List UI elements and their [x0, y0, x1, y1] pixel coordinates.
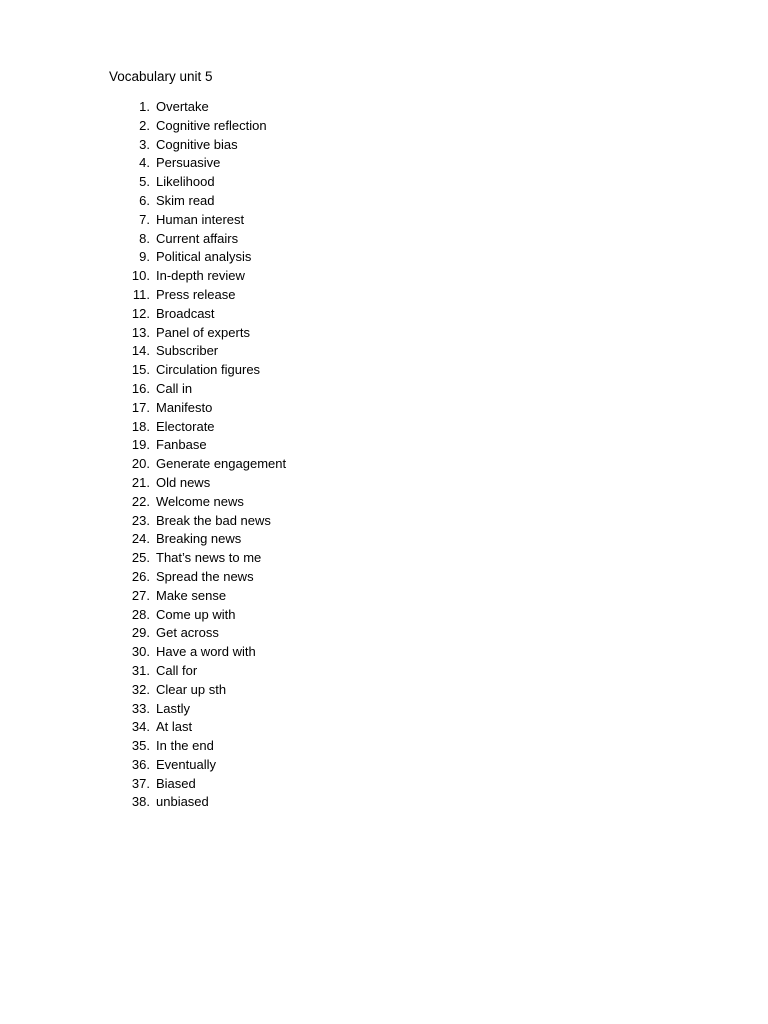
list-item — [0, 606, 420, 625]
list-item-term: Get across — [156, 625, 219, 641]
list-item-term: Call in — [156, 380, 193, 396]
list-item-term: Breaking news — [156, 531, 242, 547]
list-item — [0, 587, 420, 606]
list-item — [0, 662, 420, 681]
list-item-number: 14. — [131, 343, 150, 359]
list-item — [0, 700, 420, 719]
list-item-term: Lastly — [156, 700, 190, 716]
list-item-number: 6. — [139, 192, 150, 208]
list-item-term: Have a word with — [156, 644, 256, 660]
list-item — [0, 512, 420, 531]
list-item-term: Cognitive reflection — [156, 117, 267, 133]
list-item-term: Overtake — [156, 99, 209, 114]
list-item-number: 20. — [131, 456, 150, 472]
list-item-term: Press release — [156, 286, 236, 302]
list-item — [0, 737, 420, 756]
list-item-number: 30. — [131, 644, 150, 660]
list-item-term: That’s news to me — [156, 550, 262, 566]
list-item-term: Persuasive — [156, 155, 221, 171]
list-item — [0, 474, 420, 493]
list-item-number: 32. — [131, 681, 150, 697]
list-item — [0, 380, 420, 399]
list-item — [0, 286, 420, 305]
list-item-term: Generate engagement — [156, 456, 287, 472]
list-item-number: 13. — [131, 324, 150, 340]
list-item — [0, 549, 420, 568]
list-item-term: unbiased — [156, 794, 209, 810]
list-item — [0, 211, 420, 230]
list-item — [0, 173, 420, 192]
list-item-term: Panel of experts — [156, 324, 250, 340]
list-item-number: 33. — [131, 700, 150, 716]
list-item-number: 10. — [131, 268, 150, 284]
list-item — [0, 136, 420, 155]
list-item-number: 29. — [131, 625, 150, 641]
list-item — [0, 643, 420, 662]
list-item — [0, 718, 420, 737]
list-item — [0, 98, 420, 117]
list-item — [0, 230, 420, 249]
list-item — [0, 192, 420, 211]
list-item-number: 23. — [131, 512, 150, 528]
list-item — [0, 267, 420, 286]
list-item-term: Break the bad news — [156, 512, 271, 528]
list-item — [0, 324, 420, 343]
list-item — [0, 154, 420, 173]
list-item-term: Spread the news — [156, 568, 254, 584]
list-item-term: In-depth review — [156, 268, 245, 284]
list-item-number: 16. — [131, 380, 150, 396]
list-item — [0, 455, 420, 474]
list-item — [0, 342, 420, 361]
list-item-term: Make sense — [156, 587, 227, 603]
list-item — [0, 248, 420, 267]
list-item-term: Human interest — [156, 211, 245, 227]
list-item — [0, 775, 420, 794]
list-item-number: 31. — [131, 662, 150, 678]
list-item-number: 11. — [132, 286, 150, 302]
list-item — [0, 530, 420, 549]
list-item-term: Skim read — [156, 192, 215, 208]
list-item-term: Subscriber — [156, 343, 219, 359]
list-item-term: Manifesto — [156, 399, 213, 415]
list-item-number: 12. — [131, 305, 150, 321]
list-item — [0, 681, 420, 700]
list-item-number: 5. — [139, 174, 150, 190]
list-item-number: 25. — [131, 550, 150, 566]
list-item-term: Circulation figures — [156, 362, 261, 378]
list-item-number: 37. — [131, 775, 150, 791]
list-item-term: Likelihood — [156, 174, 215, 190]
list-item — [0, 793, 420, 812]
list-item-term: Fanbase — [156, 437, 207, 453]
list-item-number: 28. — [131, 606, 150, 622]
list-item — [0, 361, 420, 380]
list-item-number: 4. — [139, 155, 150, 171]
list-item-term: Come up with — [156, 606, 236, 622]
list-item — [0, 568, 420, 587]
list-item-term: Electorate — [156, 418, 215, 434]
list-item-term: Clear up sth — [156, 681, 227, 697]
list-item-number: 26. — [131, 568, 150, 584]
list-item-term: Old news — [156, 474, 211, 490]
list-item-term: Cognitive bias — [156, 136, 238, 152]
list-item-number: 2. — [139, 117, 150, 133]
list-item — [0, 418, 420, 437]
list-item-number: 15. — [131, 362, 150, 378]
list-item-number: 24. — [131, 531, 150, 547]
list-item-number: 36. — [131, 756, 150, 772]
list-item-term: Political analysis — [156, 249, 252, 265]
list-item-number: 27. — [131, 587, 150, 603]
list-item-term: Broadcast — [156, 305, 215, 321]
list-item-term: At last — [156, 719, 193, 735]
list-item-number: 34. — [131, 719, 150, 735]
list-item-term: Biased — [156, 775, 196, 791]
list-item-number: 21. — [131, 474, 150, 490]
list-item-number: 19. — [131, 437, 150, 453]
list-item-number: 18. — [131, 418, 150, 434]
list-item-term: Welcome news — [156, 493, 244, 509]
list-item-number: 7. — [139, 211, 150, 227]
list-item-number: 3. — [139, 136, 150, 152]
list-item — [0, 117, 420, 136]
list-item-number: 8. — [139, 230, 150, 246]
list-item-number: 38. — [131, 794, 150, 810]
list-item-term: In the end — [156, 738, 214, 754]
list-item-number: 1. — [139, 99, 150, 114]
list-item-number: 17. — [131, 399, 150, 415]
list-item-number: 9. — [139, 249, 150, 265]
list-item-number: 22. — [131, 493, 150, 509]
list-item-term: Eventually — [156, 756, 216, 772]
vocabulary-list — [0, 98, 420, 812]
list-item — [0, 305, 420, 324]
list-item — [0, 493, 420, 512]
page-title: Vocabulary unit 5 — [109, 69, 213, 84]
list-item-number: 35. — [131, 738, 150, 754]
list-item — [0, 399, 420, 418]
list-item-term: Current affairs — [156, 230, 239, 246]
list-item — [0, 756, 420, 775]
list-item — [0, 436, 420, 455]
list-item — [0, 624, 420, 643]
list-item-term: Call for — [156, 662, 198, 678]
